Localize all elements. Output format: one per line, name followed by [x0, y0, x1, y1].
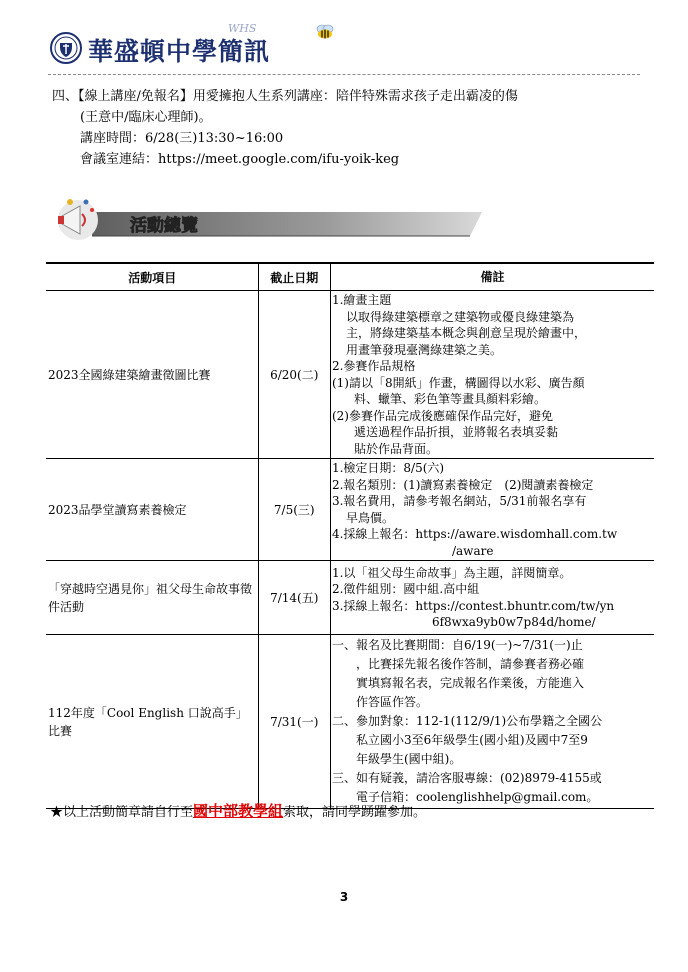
activity-overview-banner: [52, 190, 482, 250]
item-four-meeting-link[interactable]: 會議室連結：https://meet.google.com/ifu-yoik-keg: [80, 152, 400, 167]
activity-name: 112年度「Cool English 口說高手」比賽: [46, 635, 258, 809]
table-row: [46, 459, 654, 561]
deadline: 7/31(一): [258, 635, 330, 809]
remark-line: 遞送過程作品折損，並將報名表填妥黏: [353, 425, 558, 439]
remark-email[interactable]: 電子信箱：coolenglishhelp@gmail.com。: [331, 790, 599, 804]
remark-line: 實填寫報名表，完成報名作業後，方能進入: [331, 676, 584, 690]
remark-link-cont[interactable]: /aware: [451, 543, 494, 558]
remarks-cell: [330, 291, 654, 459]
remark-link[interactable]: 4.採線上報名：https://aware.wisdomhall.com.tw: [331, 527, 618, 541]
newsletter-brand-title: 華盛頓中學簡訊: [88, 37, 271, 66]
activity-name: 2023全國綠建築繪畫徵圖比賽: [46, 291, 258, 459]
remark-line: ，比賽採先報名後作答制，請參賽者務必確: [331, 657, 584, 671]
footer-note-prefix: ★以上活動簡章請自行至: [50, 805, 194, 820]
header-divider: [48, 74, 640, 75]
activity-table: [46, 262, 654, 809]
remark-line: 私立國小3至6年級學生(國小組)及國中7至9: [331, 733, 588, 747]
remark-line: 三、如有疑義，請洽客服專線：(02)8979-4155或: [331, 771, 602, 785]
remark-link-cont[interactable]: 6f8wxa9yb0w7p84d/home/: [431, 615, 596, 629]
bee-icon: [314, 24, 336, 40]
remarks-cell: [330, 635, 654, 809]
remark-line: 2.參賽作品規格: [331, 359, 416, 373]
remark-line: (2)參賽作品完成後應確保作品完好，避免: [331, 408, 553, 423]
table-row: [46, 635, 654, 809]
deadline: 7/5(三): [258, 459, 330, 561]
col-header-remarks: 備註: [330, 263, 654, 291]
table-row: [46, 291, 654, 459]
remark-line: 主，將綠建築基本概念與創意呈現於繪畫中，: [345, 326, 586, 340]
megaphone-icon: [58, 199, 98, 240]
remark-line: 1.繪畫主題: [331, 293, 392, 307]
table-row: [46, 561, 654, 635]
col-header-activity: 活動項目: [46, 263, 258, 291]
activity-overview-title: 活動總覽: [130, 216, 198, 236]
deadline: 6/20(二): [258, 291, 330, 459]
table-header-row: [46, 263, 654, 291]
remarks-cell: [330, 459, 654, 561]
item-four-speaker: (王意中/臨床心理師)。: [80, 110, 212, 125]
activity-name: 2023品學堂讀寫素養檢定: [46, 459, 258, 561]
newsletter-header: [48, 22, 640, 78]
remark-line: 3.報名費用，請參考報名網站，5/31前報名享有: [331, 494, 587, 508]
remark-line: 年級學生(國中組)。: [331, 752, 462, 766]
remarks-cell: [330, 561, 654, 635]
remark-line: 貼於作品背面。: [353, 441, 438, 456]
page-number: 3: [339, 890, 349, 904]
remark-line: (1)請以「8開紙」作畫，構圖得以水彩、廣告顏: [331, 375, 585, 390]
remark-line: 料、蠟筆、彩色筆等畫具顏料彩繪。: [353, 392, 546, 406]
remark-line: 作答區作答。: [331, 695, 428, 709]
remark-line: 以取得綠建築標章之建築物或優良綠建築為: [345, 309, 574, 324]
remark-line: 2.徵件組別：國中組.高中組: [331, 582, 480, 596]
school-emblem-icon: [50, 32, 82, 64]
footer-note: [50, 800, 426, 821]
remark-link[interactable]: 3.採線上報名：https://contest.bhuntr.com/tw/yn: [331, 598, 615, 613]
remark-line: 用畫筆發現臺灣綠建築之美。: [345, 342, 502, 357]
remark-line: 早鳥價。: [345, 510, 394, 525]
col-header-deadline: 截止日期: [258, 263, 330, 291]
deadline: 7/14(五): [258, 561, 330, 635]
whs-mark: WHS: [228, 22, 257, 35]
remark-line: 二、參加對象：112-1(112/9/1)公布學籍之全國公: [331, 714, 603, 728]
remark-line: 一、報名及比賽期間：自6/19(一)~7/31(一)止: [331, 638, 583, 652]
activity-name: 「穿越時空遇見你」祖父母生命故事徵件活動: [46, 561, 258, 635]
footer-note-suffix: 索取，請同學踴躍參加。: [283, 805, 427, 820]
item-four-title: 四、【線上講座/免報名】用愛擁抱人生系列講座：陪伴特殊需求孩子走出霸凌的傷: [52, 89, 518, 104]
remark-line: 1.檢定日期：8/5(六): [331, 461, 445, 475]
item-four-time: 講座時間：6/28(三)13:30~16:00: [80, 131, 284, 146]
footer-note-highlight: 國中部教學組: [193, 802, 284, 820]
remark-line: 2.報名類別：(1)讀寫素養檢定 (2)閱讀素養檢定: [331, 477, 594, 492]
remark-line: 1.以「祖父母生命故事」為主題，詳閱簡章。: [331, 565, 572, 580]
item-four-section: [52, 86, 652, 170]
